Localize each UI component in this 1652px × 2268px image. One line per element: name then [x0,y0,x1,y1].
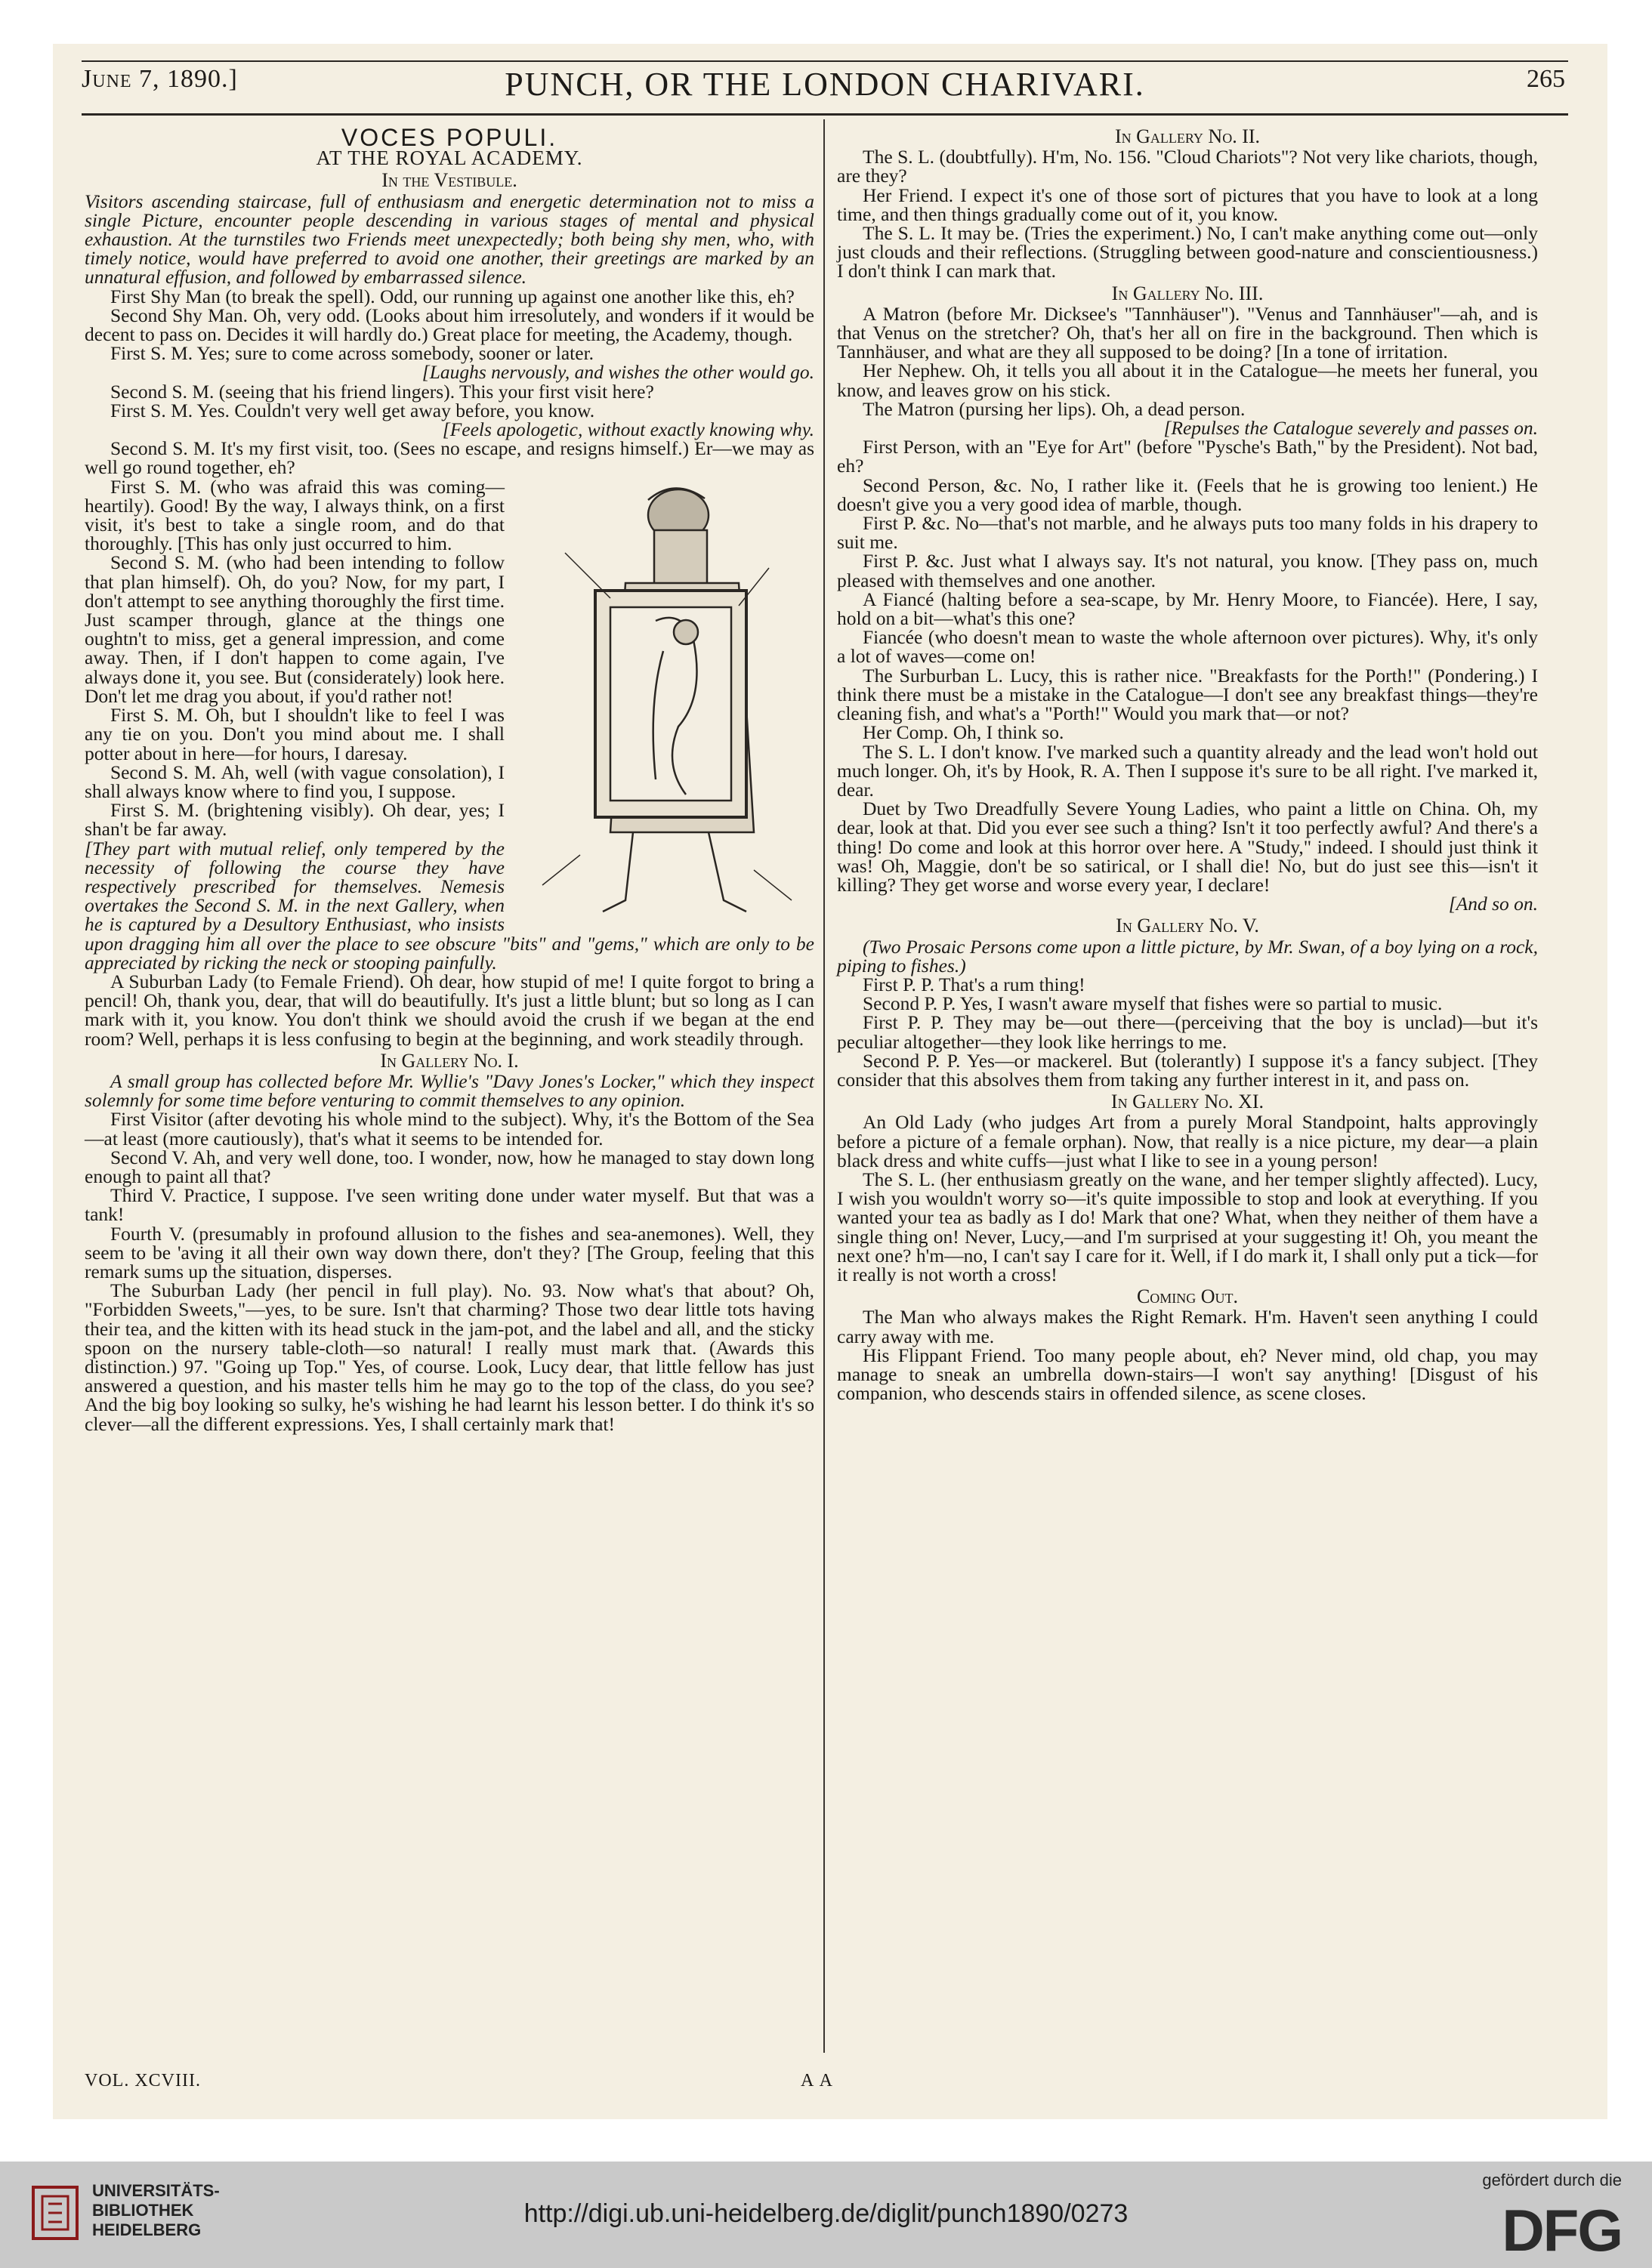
section-heading-gallery-2: In Gallery No. II. [1114,125,1261,147]
paragraph: First S. M. Yes. Couldn't very well get away before, you know. [110,399,595,421]
paragraph: Second S. M. Ah, well (with vague consolation), I shall always know where to find you, I suppose. [85,761,505,802]
footer-volume: VOL. XCVIII. [85,2071,201,2091]
paragraph: A Matron (before Mr. Dicksee's "Tannhäuser"). "Venus and Tannhäuser"—ah, and is that Venus on the stretcher? Oh, that's her all on fire in the background. Then which is Tannhäuser, and what are they all supposed to be doing? [In a tone of irritation. [837,302,1538,363]
paragraph: Fourth V. (presumably in profound allusion to the fishes and sea-anemones). Well, they seem to be 'aving it all their own way down there, don't they? [The Group, feeling that this remark sums up the situation, disperses. [85,1222,814,1282]
paragraph: The S. L. It may be. (Tries the experiment.) No, I can't make anything come out—only just clouds and their reflections. (Struggling between good-nature and conscientiousness.) I don't think I can mark that. [837,222,1538,282]
paragraph: First S. M. Yes; sure to come across somebody, sooner or later. [110,342,594,365]
paragraph: Second Shy Man. Oh, very odd. (Looks about him irresolutely, and wonders if it would be decent to pass on. Decides it will hardly do.) Great place for meeting, the Academy, though. [85,304,814,346]
paragraph: A Suburban Lady (to Female Friend). Oh dear, how stupid of me! I quite forgot to bring a pencil! Oh, thank you, dear, that will do beautifully. It's just a little blunt; but so long as I can mark with it, you know. You don't think we should avoid the crush if we began at the end room? Well, perhaps it is less confusing to begin at the beginning, and work steadily through. [85,970,814,1050]
paragraph: His Flippant Friend. Too many people about, eh? Never mind, old chap, you may manage to sneak an umbrella down-stairs—I won't say anything! [Disgust of his companion, who descends stairs in offended silence, as scene closes. [837,1344,1538,1405]
uni-line-1: UNIVERSITÄTS- [92,2181,220,2200]
paragraph: The S. L. I don't know. I've marked such a quantity already and the lead won't hold out much longer. Oh, it's by Hook, R. A. Then I suppose it's sure to be all right. I've marked it, dear. [837,740,1538,801]
paragraph: First S. M. (brightening visibly). Oh dear, yes; I shan't be far away. [85,799,505,841]
paragraph: A Fiancé (halting before a sea-scape, by Mr. Henry Moore, to Fiancée). Here, I say, hold on a bit—what's this one? [837,588,1538,630]
page-header [82,65,1568,112]
paragraph: Second V. Ah, and very well done, too. I wonder, now, how he managed to stay down long enough to paint all that? [85,1146,814,1187]
paragraph: First P. P. That's a rum thing! [863,973,1085,995]
paragraph: First Shy Man (to break the spell). Odd, our running up against one another like this, eh? [110,285,795,307]
column-divider [823,119,825,2053]
paragraph: Second Person, &c. No, I rather like it. (Feels that he is growing too lenient.) He doesn't give you a very good idea of marble, though. [837,474,1538,515]
section-heading-gallery-3: In Gallery No. III. [1111,282,1264,304]
section-heading-gallery-5: In Gallery No. V. [1116,915,1259,937]
paragraph: First P. &c. Just what I always say. It's not natural, you know. [They pass on, much pleased with themselves and one another. [837,550,1538,591]
dfg-funding-label: gefördert durch die [1482,2171,1622,2189]
source-url[interactable]: http://digi.ub.uni-heidelberg.de/diglit/punch1890/0273 [523,2199,1129,2228]
left-column [85,124,814,1433]
paragraph: First Person, with an "Eye for Art" (before "Pysche's Bath," by the President). Not bad, eh? [837,436,1538,477]
paragraph: First P. &c. No—that's not marble, and he always puts too many folds in his drapery to suit me. [837,512,1538,554]
paragraph: The Surburban L. Lucy, this is rather nice. "Breakfasts for the Porth!" (Pondering.) I think there must be a mistake in the Catalogue—I don't see any breakfast things—they're cleaning fish, and what's a "Porth!" Would you mark that—or not? [837,664,1538,725]
stage-direction: A small group has collected before Mr. Wyllie's "Davy Jones's Locker," which they inspect solemnly for some time before venturing to commit themselves to any opinion. [85,1069,814,1112]
section-heading-gallery-1: In Gallery No. I. [380,1049,519,1072]
paragraph: First Visitor (after devoting his whole mind to the subject). Why, it's the Bottom of the Sea—at least (more cautiously), that's what it seems to be intended for. [85,1108,814,1149]
header-title: PUNCH, OR THE LONDON CHARIVARI. [505,66,1145,103]
paragraph: An Old Lady (who judges Art from a purely Moral Standpoint, halts approvingly before a picture of a female orphan). Now, that really is a nice picture, my dear—a plain black dress and white cuffs—just what I like to see in a young person! [837,1111,1538,1171]
section-heading-coming-out: Coming Out. [1136,1285,1239,1308]
stage-direction: [And so on. [1448,893,1538,915]
stage-direction: [Feels apologetic, without exactly knowing why. [442,418,814,441]
header-page-number: 265 [1527,65,1565,93]
stage-direction: Visitors ascending staircase, full of enthusiasm and energetic determination not to miss a single Picture, encounter people descending in various stages of mental and physical exhaustion. At the turnstiles two Friends meet unexpectedly; both being shy men, who, with timely notice, would have preferred to avoid one another, their greetings are marked by an unnatural effusion, and followed by embarrassed silence. [85,190,814,289]
stage-direction: [Laughs nervously, and wishes the other would go. [421,361,814,384]
paragraph: First S. M. (who was afraid this was coming—heartily). Good! By the way, I always think, on a first visit, it's best to take a single room, and do that thoroughly. [This has only just occurred to him. [85,475,505,555]
paragraph: Second P. P. Yes, I wasn't aware myself that fishes were so partial to music. [863,992,1443,1015]
uni-line-2: BIBLIOTHEK [92,2201,194,2220]
article-title: VOCES POPULI. [341,124,558,151]
paragraph: Her Comp. Oh, I think so. [863,721,1064,744]
paragraph: The Suburban Lady (her pencil in full play). No. 93. Now what's that about? Oh, "Forbidden Sweets,"—yes, to be sure. Isn't that charming? Those two dear little tots having their tea, and the kitten with its head stuck in the jam-pot, and the label and all, and the sticky spoon on the nursery table-cloth—so natural! I really must mark that. (Awards this distinction.) 97. "Going up Top." Yes, of course. Look, Lucy dear, that little fellow has just answered a question, and his master tells him he may go to the top of the class, do you see? And the big boy looking so sulky, he's wishing he had learnt his lesson better. I do think it's so clever—all the different expressions. Yes, I shall certainly mark that! [85,1279,814,1435]
article-subtitle: AT THE ROYAL ACADEMY. [316,147,583,170]
paragraph: The S. L. (doubtfully). H'm, No. 156. "Cloud Chariots"? Not very like chariots, though, are they? [837,146,1538,187]
illustration-man-with-picture [512,477,814,923]
footer-signature: A A [801,2071,835,2091]
paragraph: First P. P. They may be—out there—(perceiving that the boy is unclad)—but it's peculiar altogether—they look like herrings to me. [837,1011,1538,1053]
right-column [837,124,1538,1405]
paragraph: Second P. P. Yes—or mackerel. But (tolerantly) I suppose it's a fancy subject. [They consider that this absolves them from taking any further interest in it, and pass on. [837,1049,1538,1091]
stage-direction: [They part with mutual relief, only tempered by the necessity of following the course they have respectively prescribed for themselves. Nemesis overtakes the Second S. M. in the next Gallery, when he is captured by a Desultory Enthusiast, who insists upon dragging him all over the place to see obscure "bits" and "gems," which are only to be appreciated by ricking the neck or stooping painfully. [85,837,814,974]
paragraph: Duet by Two Dreadfully Severe Young Ladies, who paint a little on China. Oh, my dear, look at that. Did you ever see such a thing? Isn't it too perfectly awful? And there's a thing! Do come and look at this horror over here. A "Study," indeed. I should just think it was! Oh, Maggie, don't be so satirical, or I shall die! No, but do just see this—isn't it killing? They get worse and worse every year, I declare! [837,798,1538,896]
paragraph: Second S. M. (seeing that his friend lingers). This your first visit here? [110,380,654,403]
paragraph: Second S. M. (who had been intending to follow that plan himself). Oh, do you? Now, for my part, I don't attempt to see anything thoroughly the first time. Just scamper through, glance at the things one oughtn't to miss, get a general impression, and come away. Then, if I don't happen to come again, I've always done it, you see. But (considerately) look here. Don't let me drag you about, if you'd rather not! [85,551,505,707]
uni-line-3: HEIDELBERG [92,2220,202,2239]
header-date: June 7, 1890.] [82,65,238,93]
paragraph: The S. L. (her enthusiasm greatly on the wane, and her temper slightly affected). Lucy, I wish you wouldn't worry so—it's quite impossible to stop and look at everything. If you wanted your tea as badly as I do! Mark that one? What, when they neither of them have a single thing on! Never, Lucy,—and I'm surprised at your suggesting it! Oh, you meant the next one? h'm—no, I can't say I care for it. Well, if I do mark it, I shall only put a tick—for it really is not worth a cross! [837,1168,1538,1285]
paragraph: Second S. M. It's my first visit, too. (Sees no escape, and resigns himself.) Er—we may as well go round together, eh? [85,437,814,479]
stage-direction: [Repulses the Catalogue severely and passes on. [1163,417,1538,440]
header-rule-top [82,60,1568,62]
dfg-logo: DFG [1502,2197,1622,2263]
paragraph: First S. M. Oh, but I shouldn't like to feel I was any tie on you. Don't you mind about me. I shall potter about in here—for hours, I daresay. [85,704,505,764]
header-rule-bottom [82,113,1568,116]
paragraph: Third V. Practice, I suppose. I've seen writing done under water myself. But that was a tank! [85,1184,814,1226]
paragraph: The Man who always makes the Right Remark. H'm. Haven't seen anything I could carry away with me. [837,1306,1538,1347]
section-heading-vestibule: In the Vestibule. [381,169,517,192]
paragraph: Fiancée (who doesn't mean to waste the whole afternoon over pictures). Why, it's only a lot of waves—come on! [837,626,1538,668]
paragraph: Her Friend. I expect it's one of those sort of pictures that you have to look at a long time, and then things gradually come out of it, you know. [837,184,1538,225]
paragraph: Her Nephew. Oh, it tells you all about it in the Catalogue—he meets her funeral, you know, and leaves grow on his stick. [837,359,1538,401]
stage-direction: (Two Prosaic Persons come upon a little picture, by Mr. Swan, of a boy lying on a rock, piping to fishes.) [837,935,1538,977]
paragraph: The Matron (pursing her lips). Oh, a dead person. [863,397,1246,420]
section-heading-gallery-11: In Gallery No. XI. [1110,1091,1264,1113]
